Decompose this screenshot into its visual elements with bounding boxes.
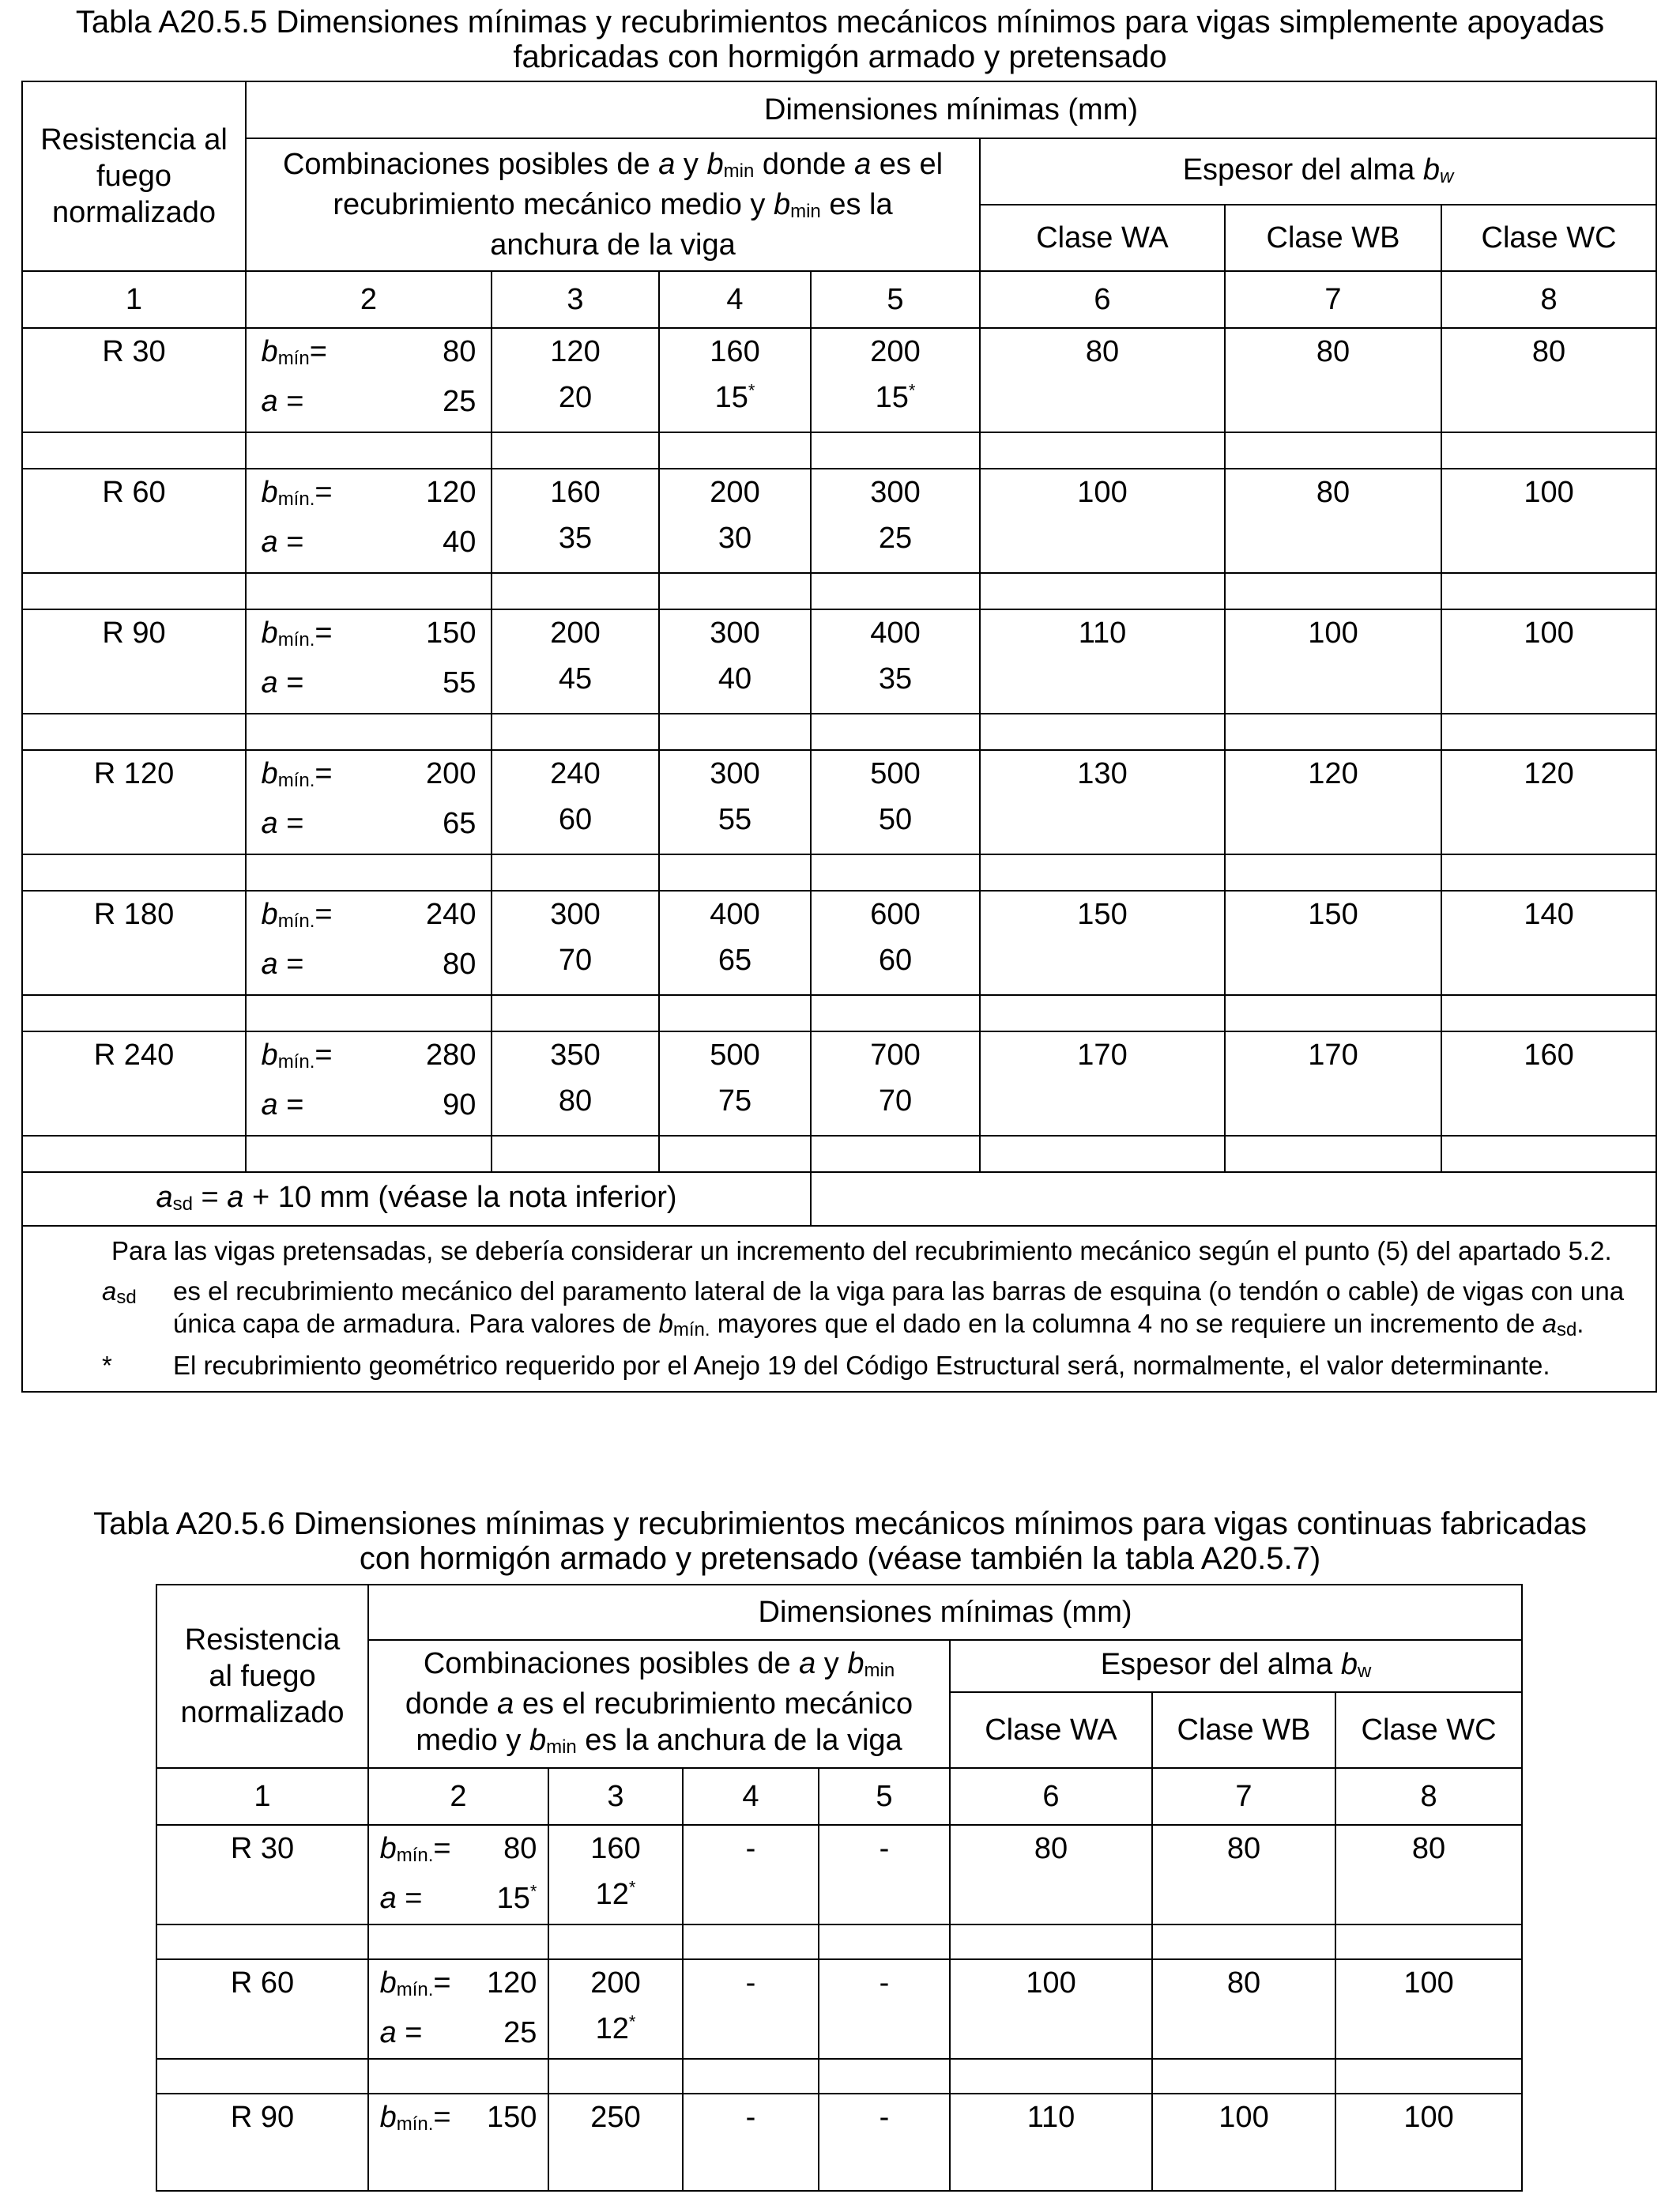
empty-cell: [1225, 1136, 1441, 1172]
t1-notes: Para las vigas pretensadas, se debería considerar un incremento del recubrimiento mecánico según el punto (5) del apartado 5.2. asd es el recubrimiento mecánico del paramento lateral de la viga para las barras de esquina (o tendón o cable) de vigas con una única capa de armadura. Para valores de bmín. mayores que el dado en la columna 4 no se requiere un incremento de asd. * El recubrimiento geométrico requerido por el Anejo 19 del Código Estructural será, normalmente, el valor determinante.: [22, 1226, 1656, 1392]
a-label: a =: [261, 948, 304, 981]
bmin-label: bmín.=: [261, 476, 333, 510]
empty-cell: [683, 1924, 819, 1959]
a-label: a =: [261, 385, 304, 418]
empty-cell: [659, 714, 811, 750]
t2-col-number: 3: [548, 1768, 683, 1825]
empty-cell: [22, 1136, 246, 1172]
web-thickness-wa: 130: [980, 750, 1225, 854]
combination-cell: [492, 1031, 659, 1136]
bmin-label: bmín.=: [379, 2101, 451, 2135]
web-thickness-wc: 100: [1441, 469, 1656, 573]
t1-header-combinaciones: Combinaciones posibles de a y bmin donde a es el recubrimiento mecánico medio y bmin es la anchura de la viga: [246, 138, 980, 271]
value-top: 200: [870, 335, 921, 368]
spacer-row: [22, 854, 1656, 891]
table1-caption-text: Tabla A20.5.5 Dimensiones mínimas y recubrimientos mecánicos mínimos para vigas simplemente apoyadas fabricadas con hormigón armado y pretensado: [75, 5, 1605, 74]
web-thickness-wc: 100: [1335, 1959, 1522, 2059]
empty-cell: [980, 1136, 1225, 1172]
empty-cell: [659, 995, 811, 1031]
table-row: [156, 1959, 1522, 2059]
resistencia-cell: R 120: [22, 750, 246, 854]
t1-col-number: 8: [1441, 271, 1656, 328]
t1-col-number: 5: [811, 271, 980, 328]
bmin-label: bmín.=: [261, 898, 333, 932]
combination-cell: [659, 891, 811, 995]
value-bottom: 25: [878, 522, 913, 555]
table1: [21, 81, 1657, 1393]
a-value: 65: [443, 807, 477, 840]
web-thickness-wc: 80: [1441, 328, 1656, 432]
value-top: 300: [710, 757, 760, 790]
table-row: [22, 609, 1656, 714]
empty-cell: [980, 432, 1225, 469]
t1-col-number: 1: [22, 271, 246, 328]
a-label: a =: [261, 807, 304, 840]
value-top: 160: [710, 335, 760, 368]
bmin-label: bmín.=: [379, 1966, 451, 2000]
a-value: 90: [443, 1088, 477, 1122]
bmin-value: 240: [426, 898, 477, 931]
bmin-value: 200: [426, 757, 477, 790]
web-thickness-wb: 80: [1225, 469, 1441, 573]
web-thickness-wa: 110: [980, 609, 1225, 714]
empty-cell: [1225, 432, 1441, 469]
bmin-value: 150: [426, 616, 477, 650]
value-top: 160: [550, 476, 601, 509]
resistencia-cell: R 30: [22, 328, 246, 432]
combination-cell: [492, 891, 659, 995]
spacer-row: [22, 1136, 1656, 1172]
empty-cell: [683, 2059, 819, 2094]
t1-col-number: 2: [246, 271, 492, 328]
a-label: a =: [261, 526, 304, 559]
spacer-row: [22, 995, 1656, 1031]
web-thickness-wc: 120: [1441, 750, 1656, 854]
combination-cell: [811, 609, 980, 714]
empty-cell: [492, 714, 659, 750]
empty-cell: [22, 573, 246, 609]
a-label: a =: [261, 1088, 304, 1122]
empty-cell: [811, 714, 980, 750]
table1-caption: [32, 5, 1648, 74]
empty-cell: [819, 2059, 950, 2094]
empty-cell: [368, 2059, 548, 2094]
t1-asd-formula: asd = a + 10 mm (véase la nota inferior): [22, 1172, 811, 1226]
a-value: 80: [443, 948, 477, 981]
web-thickness-wb: 80: [1152, 1825, 1335, 1924]
combination-cell: [492, 469, 659, 573]
empty-cell: [1441, 1136, 1656, 1172]
web-thickness-wb: 80: [1225, 328, 1441, 432]
combination-cell: -: [683, 2094, 819, 2191]
a-value: 15*: [496, 1881, 537, 1915]
value-top: 240: [550, 757, 601, 790]
spacer-row: [22, 714, 1656, 750]
bmin-value: 80: [503, 1832, 537, 1865]
t2-col-number: 2: [368, 1768, 548, 1825]
bmin-label: bmín.=: [379, 1832, 451, 1866]
web-thickness-wc: 140: [1441, 891, 1656, 995]
resistencia-cell: R 60: [22, 469, 246, 573]
resistencia-cell: R 90: [156, 2094, 368, 2191]
table-row: [22, 328, 1656, 432]
empty-cell: [1441, 714, 1656, 750]
empty-cell: [246, 995, 492, 1031]
t1-header-espesor: Espesor del alma bw: [980, 138, 1656, 205]
empty-cell: [368, 1924, 548, 1959]
value-top: 160: [590, 1832, 641, 1865]
t1-col-number: 4: [659, 271, 811, 328]
empty-cell: [548, 2059, 683, 2094]
value-bottom: 60: [558, 803, 593, 836]
web-thickness-wc: 100: [1441, 609, 1656, 714]
empty-cell: [1225, 854, 1441, 891]
table-row: [156, 1825, 1522, 1924]
web-thickness-wa: 150: [980, 891, 1225, 995]
table-row: [22, 891, 1656, 995]
web-thickness-wb: 100: [1152, 2094, 1335, 2191]
value-bottom: 30: [718, 522, 752, 555]
empty-cell: [1152, 1924, 1335, 1959]
web-thickness-wc: 160: [1441, 1031, 1656, 1136]
value-top: 300: [870, 476, 921, 509]
value-top: 200: [710, 476, 760, 509]
t2-col-number: 7: [1152, 1768, 1335, 1825]
table-row: [22, 469, 1656, 573]
a-label: a =: [261, 666, 304, 699]
combination-cell: -: [819, 1959, 950, 2059]
value-top: 350: [550, 1039, 601, 1072]
bmin-label: bmín.=: [261, 1039, 333, 1072]
combination-cell: [811, 750, 980, 854]
value-top: 200: [550, 616, 601, 650]
table2-caption-text: Tabla A20.5.6 Dimensiones mínimas y recubrimientos mecánicos mínimos para vigas continuas fabricadas con hormigón armado y pretensado (véase también la tabla A20.5.7): [93, 1506, 1587, 1576]
t1-note-star: El recubrimiento geométrico requerido por el Anejo 19 del Código Estructural será, normalmente, el valor determinante.: [173, 1351, 1550, 1380]
empty-cell: [1152, 2059, 1335, 2094]
empty-cell: [492, 854, 659, 891]
combination-cell: [811, 469, 980, 573]
web-thickness-wb: 100: [1225, 609, 1441, 714]
empty-cell: [659, 432, 811, 469]
bmin-a-cell: [368, 2094, 548, 2191]
t1-header-resistencia: Resistencia al fuego normalizado: [22, 81, 246, 271]
web-thickness-wa: 80: [980, 328, 1225, 432]
empty-cell: [492, 573, 659, 609]
empty-cell: [950, 1924, 1152, 1959]
empty-cell: [980, 573, 1225, 609]
empty-cell: [22, 995, 246, 1031]
empty-cell: [492, 1136, 659, 1172]
value-bottom: 12*: [595, 1877, 636, 1911]
empty-cell: [246, 1136, 492, 1172]
empty-cell: [1441, 432, 1656, 469]
value-top: 120: [550, 335, 601, 368]
empty-cell: [659, 854, 811, 891]
a-value: 25: [503, 2016, 537, 2049]
empty-cell: [1441, 854, 1656, 891]
combination-cell: [548, 1825, 683, 1924]
t2-col-number: 5: [819, 1768, 950, 1825]
empty-cell: [659, 573, 811, 609]
value-bottom: 70: [558, 944, 593, 977]
bmin-value: 120: [426, 476, 477, 509]
empty-cell: [1441, 573, 1656, 609]
resistencia-cell: R 90: [22, 609, 246, 714]
resistencia-cell: R 30: [156, 1825, 368, 1924]
empty-cell: [548, 1924, 683, 1959]
web-thickness-wa: 110: [950, 2094, 1152, 2191]
bmin-value: 150: [487, 2101, 537, 2134]
t1-header-dimensiones: Dimensiones mínimas (mm): [246, 81, 1656, 138]
t1-header-clase-wc: Clase WC: [1441, 205, 1656, 271]
combination-cell: [659, 609, 811, 714]
spacer-row: [156, 2059, 1522, 2094]
combination-cell: [492, 609, 659, 714]
value-top: 300: [710, 616, 760, 650]
empty-cell: [1441, 995, 1656, 1031]
table2: [156, 1584, 1523, 2192]
value-bottom: 45: [558, 662, 593, 696]
value-top: 500: [710, 1039, 760, 1072]
web-thickness-wb: 80: [1152, 1959, 1335, 2059]
value-top: 500: [870, 757, 921, 790]
bmin-a-cell: [246, 1031, 492, 1136]
resistencia-cell: R 60: [156, 1959, 368, 2059]
bmin-label: bmín.=: [261, 757, 333, 791]
empty-cell: [659, 1136, 811, 1172]
a-label: a =: [379, 1882, 423, 1915]
web-thickness-wa: 100: [980, 469, 1225, 573]
resistencia-cell: R 240: [22, 1031, 246, 1136]
t1-asd-empty: [811, 1172, 1656, 1226]
empty-cell: [819, 1924, 950, 1959]
a-label: a =: [379, 2016, 423, 2049]
bmin-label: bmín=: [261, 335, 327, 369]
spacer-row: [156, 1924, 1522, 1959]
value-bottom: 35: [878, 662, 913, 696]
t2-header-clase-wa: Clase WA: [950, 1692, 1152, 1768]
value-bottom: 70: [878, 1084, 913, 1118]
combination-cell: [811, 1031, 980, 1136]
combination-cell: -: [683, 1825, 819, 1924]
empty-cell: [1335, 1924, 1522, 1959]
t2-col-number: 6: [950, 1768, 1152, 1825]
web-thickness-wa: 100: [950, 1959, 1152, 2059]
table-row: [156, 2094, 1522, 2191]
value-bottom: 75: [718, 1084, 752, 1118]
t1-note-star-key: *: [102, 1351, 112, 1380]
t1-note-prestressed: Para las vigas pretensadas, se debería considerar un incremento del recubrimiento mecánico según el punto (5) del apartado 5.2.: [111, 1236, 1612, 1265]
combination-cell: [659, 750, 811, 854]
empty-cell: [246, 432, 492, 469]
combination-cell: [548, 2094, 683, 2191]
value-bottom: 20: [558, 381, 593, 414]
bmin-a-cell: [246, 469, 492, 573]
value-top: 300: [550, 898, 601, 931]
t2-header-resistencia: Resistencia al fuego normalizado: [156, 1585, 368, 1768]
value-bottom: 50: [878, 803, 913, 836]
empty-cell: [22, 854, 246, 891]
value-top: 400: [710, 898, 760, 931]
web-thickness-wb: 170: [1225, 1031, 1441, 1136]
value-bottom: 55: [718, 803, 752, 836]
a-value: 55: [443, 666, 477, 699]
table2-caption: [79, 1506, 1601, 1576]
empty-cell: [1225, 714, 1441, 750]
a-value: 25: [443, 385, 477, 418]
t2-header-clase-wb: Clase WB: [1152, 1692, 1335, 1768]
value-top: 250: [590, 2101, 641, 2134]
combination-cell: -: [683, 1959, 819, 2059]
t1-header-clase-wa: Clase WA: [980, 205, 1225, 271]
empty-cell: [246, 714, 492, 750]
value-bottom: 65: [718, 944, 752, 977]
value-bottom: 12*: [595, 2011, 636, 2045]
value-top: 600: [870, 898, 921, 931]
empty-cell: [980, 854, 1225, 891]
value-top: 200: [590, 1966, 641, 2000]
empty-cell: [980, 714, 1225, 750]
value-top: 400: [870, 616, 921, 650]
bmin-a-cell: [246, 750, 492, 854]
value-bottom: 80: [558, 1084, 593, 1118]
t1-col-number: 6: [980, 271, 1225, 328]
t2-col-number: 1: [156, 1768, 368, 1825]
bmin-value: 280: [426, 1039, 477, 1072]
combination-cell: [659, 469, 811, 573]
resistencia-cell: R 180: [22, 891, 246, 995]
web-thickness-wc: 100: [1335, 2094, 1522, 2191]
bmin-a-cell: [368, 1825, 548, 1924]
empty-cell: [22, 714, 246, 750]
combination-cell: [548, 1959, 683, 2059]
t2-col-number: 8: [1335, 1768, 1522, 1825]
combination-cell: -: [819, 1825, 950, 1924]
t2-header-clase-wc: Clase WC: [1335, 1692, 1522, 1768]
empty-cell: [246, 573, 492, 609]
t2-header-dimensiones: Dimensiones mínimas (mm): [368, 1585, 1522, 1640]
t1-col-number: 7: [1225, 271, 1441, 328]
spacer-row: [22, 432, 1656, 469]
t1-header-clase-wb: Clase WB: [1225, 205, 1441, 271]
combination-cell: -: [819, 2094, 950, 2191]
empty-cell: [156, 1924, 368, 1959]
web-thickness-wa: 80: [950, 1825, 1152, 1924]
empty-cell: [1335, 2059, 1522, 2094]
web-thickness-wb: 120: [1225, 750, 1441, 854]
bmin-a-cell: [246, 609, 492, 714]
value-top: 700: [870, 1039, 921, 1072]
web-thickness-wa: 170: [980, 1031, 1225, 1136]
a-value: 40: [443, 526, 477, 559]
value-bottom: 35: [558, 522, 593, 555]
empty-cell: [950, 2059, 1152, 2094]
empty-cell: [811, 1136, 980, 1172]
empty-cell: [811, 995, 980, 1031]
empty-cell: [1225, 573, 1441, 609]
empty-cell: [811, 573, 980, 609]
combination-cell: [811, 328, 980, 432]
empty-cell: [492, 432, 659, 469]
t2-header-espesor: Espesor del alma bw: [950, 1640, 1522, 1692]
t2-col-number: 4: [683, 1768, 819, 1825]
bmin-label: bmín.=: [261, 616, 333, 650]
value-bottom: 15*: [714, 380, 755, 414]
value-bottom: 15*: [875, 380, 916, 414]
combination-cell: [811, 891, 980, 995]
web-thickness-wb: 150: [1225, 891, 1441, 995]
combination-cell: [492, 750, 659, 854]
t1-col-number: 3: [492, 271, 659, 328]
combination-cell: [492, 328, 659, 432]
empty-cell: [22, 432, 246, 469]
bmin-a-cell: [246, 891, 492, 995]
bmin-a-cell: [368, 1959, 548, 2059]
empty-cell: [1225, 995, 1441, 1031]
bmin-value: 80: [443, 335, 477, 368]
spacer-row: [22, 573, 1656, 609]
combination-cell: [659, 328, 811, 432]
table-row: [22, 750, 1656, 854]
value-bottom: 40: [718, 662, 752, 696]
value-bottom: 60: [878, 944, 913, 977]
empty-cell: [246, 854, 492, 891]
t1-note-asd: es el recubrimiento mecánico del paramento lateral de la viga para las barras de esquina (o tendón o cable) de vigas con una única capa de armadura. Para valores de bmín. mayores que el dado en la columna 4 no se requiere un incremento de asd.: [173, 1276, 1625, 1340]
empty-cell: [811, 432, 980, 469]
empty-cell: [492, 995, 659, 1031]
combination-cell: [659, 1031, 811, 1136]
bmin-a-cell: [246, 328, 492, 432]
web-thickness-wc: 80: [1335, 1825, 1522, 1924]
t2-header-combinaciones: Combinaciones posibles de a y bmin donde a es el recubrimiento mecánico medio y bmin es la anchura de la viga: [368, 1640, 950, 1768]
empty-cell: [156, 2059, 368, 2094]
bmin-value: 120: [487, 1966, 537, 2000]
empty-cell: [980, 995, 1225, 1031]
table-row: [22, 1031, 1656, 1136]
empty-cell: [811, 854, 980, 891]
